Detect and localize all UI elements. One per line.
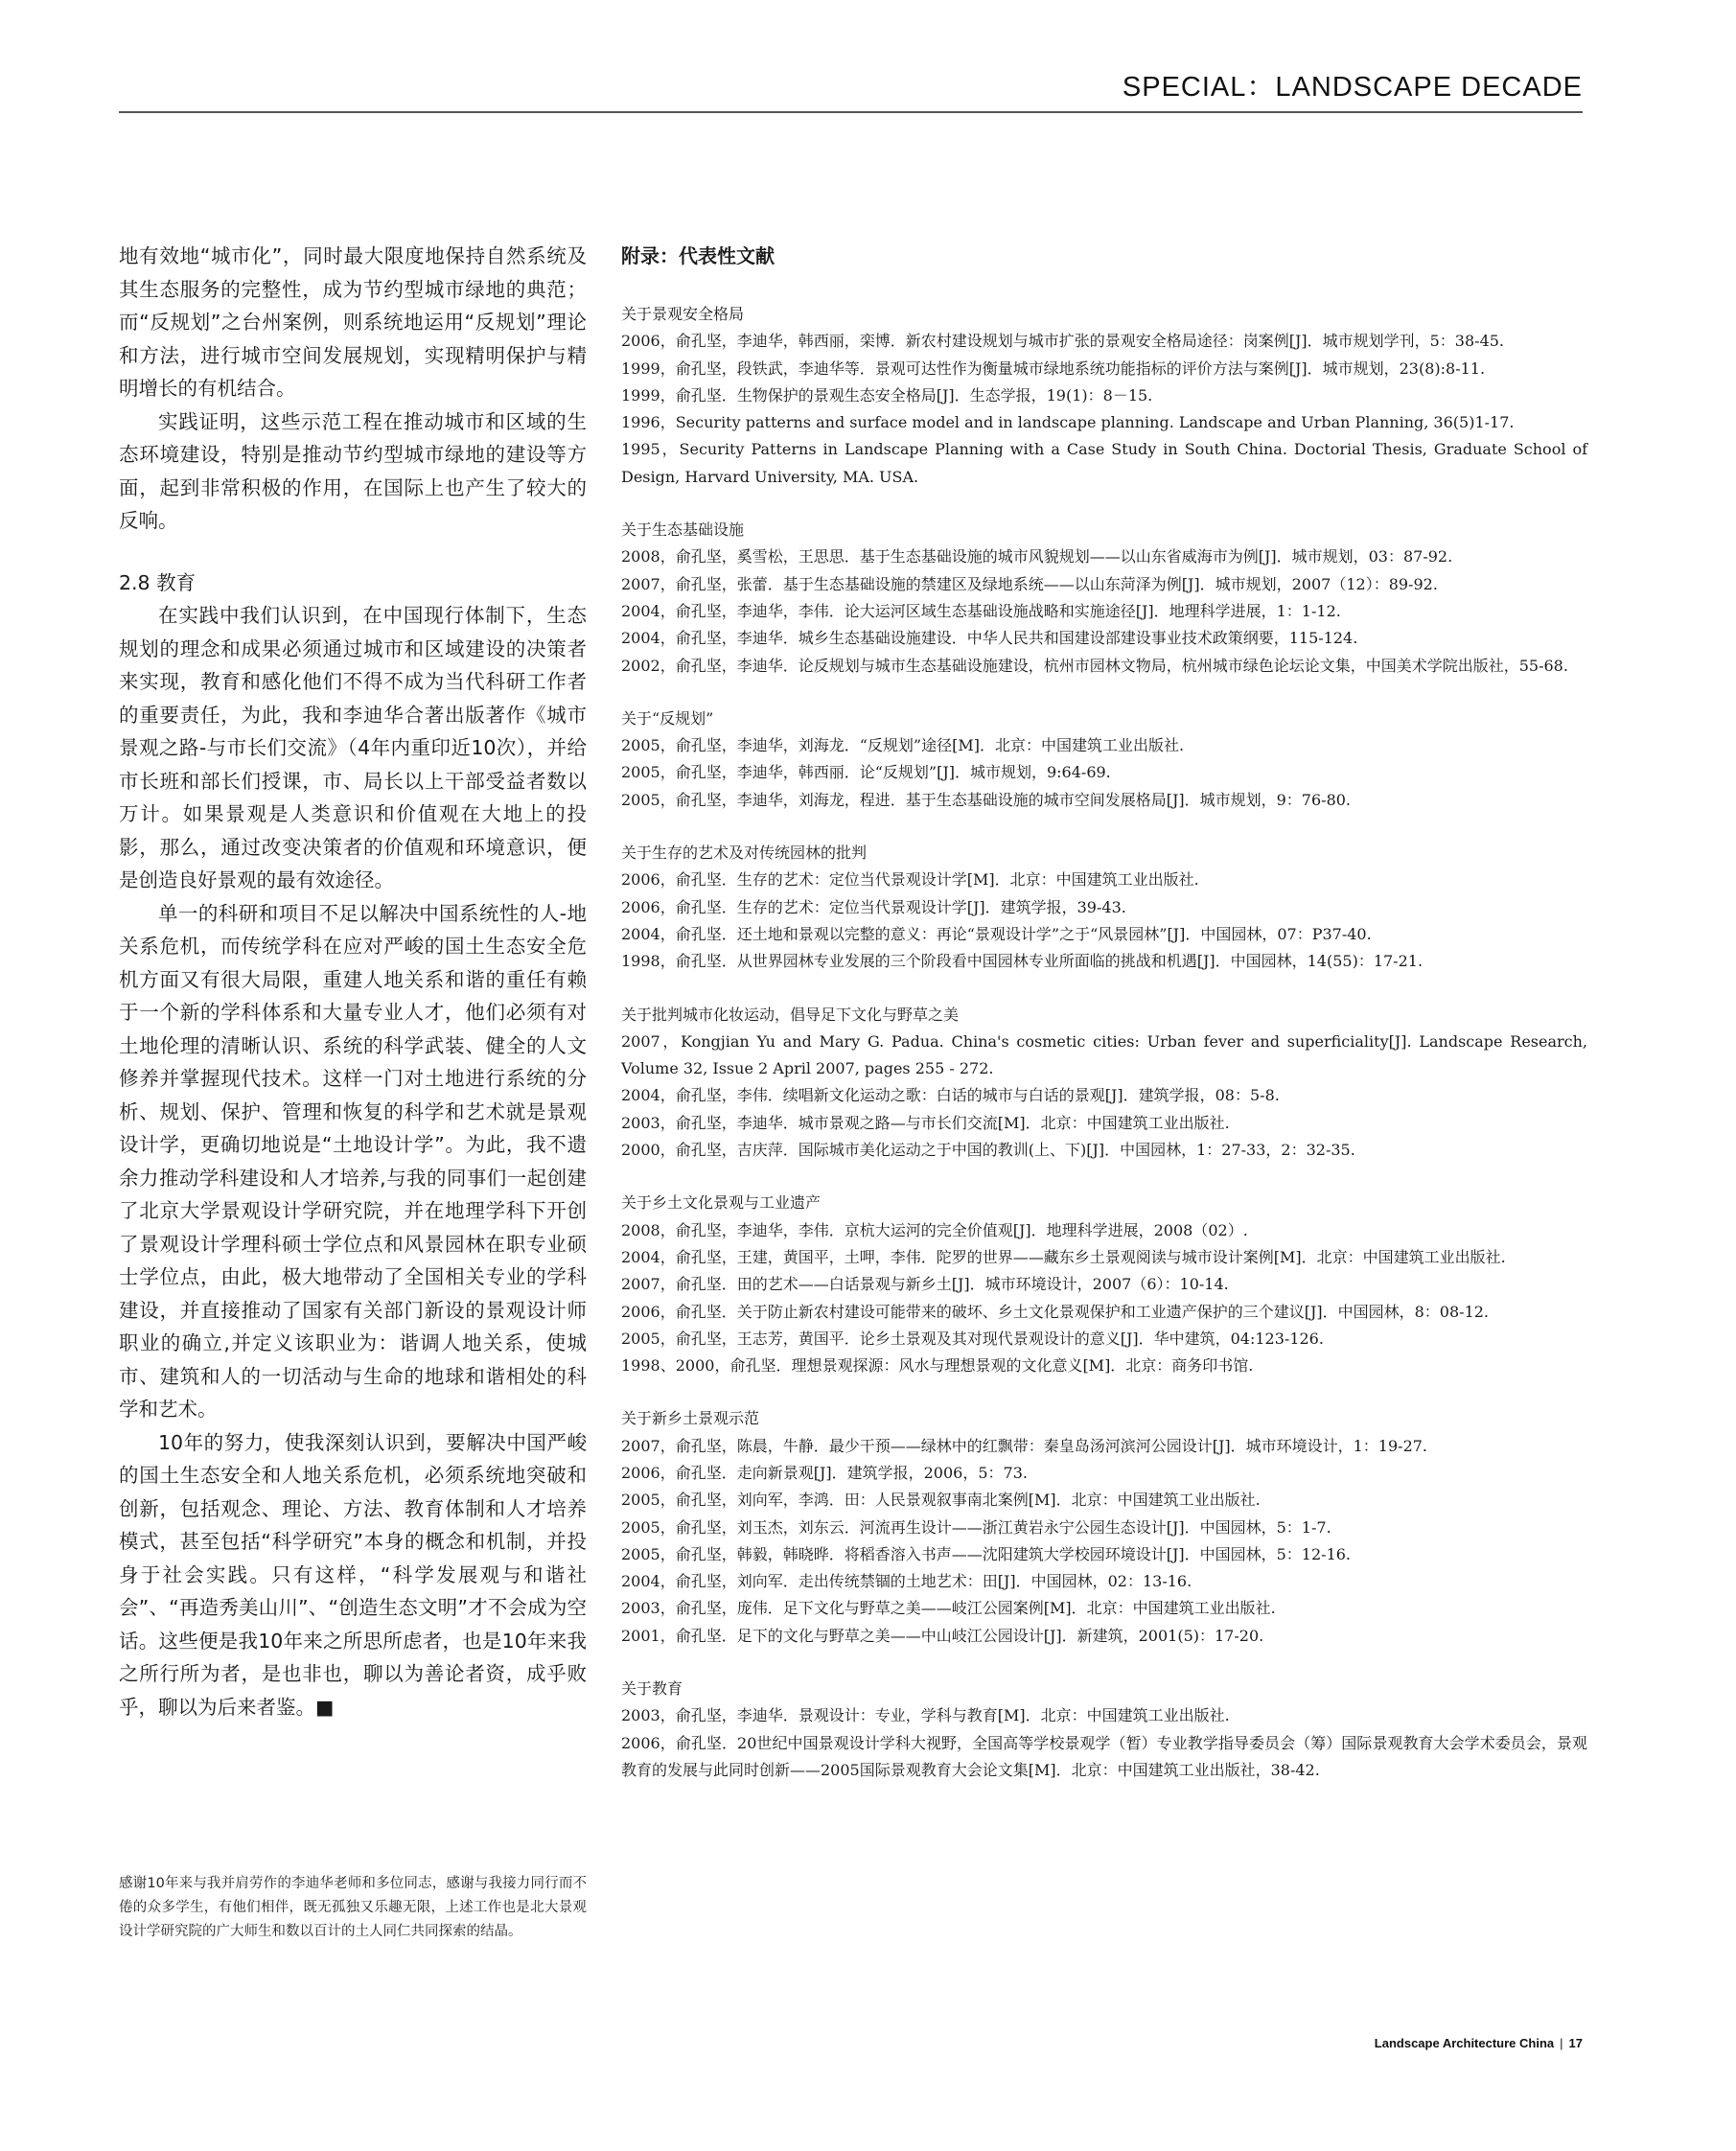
footer-separator: | [1560,2036,1563,2050]
reference-entry: 1998、2000，俞孔坚．理想景观探源：风水与理想景观的文化意义[M]．北京：商务印书馆. [621,1356,1254,1376]
reference-entry: 2008，俞孔坚，奚雪松，王思思．基于生态基础设施的城市风貌规划——以山东省威海市为例[J]．城市规划，03：87-92. [621,547,1453,567]
reference-group-title: 关于新乡土景观示范 [621,1409,760,1428]
reference-group-title: 关于“反规划” [621,708,714,728]
reference-entry: 2001，俞孔坚．足下的文化与野草之美——中山岐江公园设计[J]．新建筑，2001(5)：17-20. [621,1626,1264,1645]
reference-entry: 2006，俞孔坚，李迪华，韩西丽，栾博．新农村建设规划与城市扩张的景观安全格局途径：岗案例[J]．城市规划学刊，5：38-45. [621,332,1505,351]
reference-entry: 2005，俞孔坚，李迪华，刘海龙．“反规划”途径[M]．北京：中国建筑工业出版社. [621,736,1185,755]
page-footer [1375,2036,1583,2050]
journal-name: Landscape Architecture China [1374,2036,1555,2050]
body-paragraph: 单一的科研和项目不足以解决中国系统性的人-地关系危机，而传统学科在应对严峻的国土生态安全危机方面又有很大局限，重建人地关系和谐的重任有赖于一个新的学科体系和大量专业人才，他们必须有对土地伦理的清晰认识、系统的科学武装、健全的人文修养并掌握现代技术。这样一门对土地进行系统的分析、规划、保护、管理和恢复的科学和艺术就是景观设计学，更确切地说是“土地设计学”。为此，我不遗余力推动学科建设和人才培养,与我的同事们一起创建了北京大学景观设计学研究院，并在地理学科下开创了景观设计学理科硕士学位点和风景园林在职专业硕士学位点，由此，极大地带动了全国相关专业的学科建设，并直接推动了国家有关部门新设的景观设计师职业的确立,并定义该职业为：谐调人地关系，使城市、建筑和人的一切活动与生命的地球和谐相处的科学和艺术。 [119,901,587,1421]
reference-entry: 2006，俞孔坚．关于防止新农村建设可能带来的破坏、乡土文化景观保护和工业遗产保护的三个建议[J]．中国园林，8：08-12. [621,1302,1490,1321]
reference-entry: 2005，俞孔坚，李迪华，韩西丽．论“反规划”[J]．城市规划，9:64-69. [621,763,1111,782]
reference-group [621,301,1587,491]
acknowledgement-note: 感谢10年来与我并肩劳作的李迪华老师和多位同志，感谢与我接力同行而不倦的众多学生，有他们相伴，既无孤独又乐趣无限，上述工作也是北大景观设计学研究院的广大师生和数以百计的土人同仁共同探索的结晶。 [119,1876,587,1939]
reference-entry: 2007，俞孔坚，张蕾．基于生态基础设施的禁建区及绿地系统——以山东菏泽为例[J]．城市规划，2007（12）：89-92. [621,574,1438,593]
reference-entry: 2004，俞孔坚，李迪华．城乡生态基础设施建设．中华人民共和国建设部建设事业技术政策纲要，115-124. [621,629,1358,648]
reference-group-title: 关于景观安全格局 [621,305,745,323]
reference-entry: 2005，俞孔坚，韩毅，韩晓晔．将稻香溶入书声——沈阳建筑大学校园环境设计[J]．中国园林，5：12-16. [621,1544,1352,1563]
reference-entry: 2003，俞孔坚，李迪华．城市景观之路—与市长们交流[M]．北京：中国建筑工业出版社. [621,1113,1230,1132]
reference-entry: 2005，俞孔坚，王志芳，黄国平．论乡土景观及其对现代景观设计的意义[J]．华中建筑，04:123-126. [621,1329,1324,1348]
reference-group [621,1405,1587,1650]
body-text-column [119,240,587,1723]
reference-entry: 2006，俞孔坚．20世纪中国景观设计学科大视野，全国高等学校景观学（暂）专业教学指导委员会（筹）国际景观教育大会学术委员会，景观教育的发展与此同时创新——2005国际景观教育大会论文集[M]．北京：中国建筑工业出版社，38-42. [621,1733,1587,1779]
reference-entry: 2004，俞孔坚，王建，黄国平，土呷，李伟．陀罗的世界——藏东乡土景观阅读与城市设计案例[M]．北京：中国建筑工业出版社. [621,1247,1506,1266]
reference-entry: 2004，俞孔坚，李迪华，李伟．论大运河区域生态基础设施战略和实施途径[J]．地理科学进展，1：1-12. [621,601,1341,620]
reference-entry: 2004，俞孔坚，李伟．续唱新文化运动之歌：白话的城市与白话的景观[J]．建筑学报，08：5-8. [621,1086,1280,1105]
reference-entry: 2005，俞孔坚，刘玉杰，刘东云．河流再生设计——浙江黄岩永宁公园生态设计[J]．中国园林，5：1-7. [621,1517,1331,1537]
body-paragraph: 地有效地“城市化”，同时最大限度地保持自然系统及其生态服务的完整性，成为节约型城市绿地的典范；而“反规划”之台州案例，则系统地运用“反规划”理论和方法，进行城市空间发展规划，实现精明保护与精明增长的有机结合。 [119,244,587,400]
reference-entry: 2005，俞孔坚，刘向军，李鸿．田：人民景观叙事南北案例[M]．北京：中国建筑工业出版社. [621,1491,1261,1510]
reference-group [621,705,1587,814]
appendix-column [621,240,1587,1810]
reference-entry: 2002，俞孔坚，李迪华．论反规划与城市生态基础设施建设，杭州市园林文物局，杭州城市绿色论坛论文集，中国美术学院出版社，55-68. [621,656,1568,675]
section-heading: 2.8 教育 [119,570,197,594]
reference-entry: 2006，俞孔坚．走向新景观[J]．建筑学报，2006，5：73. [621,1463,1028,1482]
reference-entry: 2000，俞孔坚，吉庆萍．国际城市美化运动之于中国的教训(上、下)[J]．中国园林，1：27-33，2：32-35. [621,1141,1355,1160]
reference-entry: 2005，俞孔坚，李迪华，刘海龙，程进．基于生态基础设施的城市空间发展格局[J]．城市规划，9：76-80. [621,790,1352,809]
reference-group-title: 关于生存的艺术及对传统园林的批判 [621,844,868,863]
reference-entry: 1999，俞孔坚．生物保护的景观生态安全格局[J]．生态学报，19(1)：8－15. [621,385,1153,405]
reference-group [621,840,1587,975]
reference-entry: 2007，俞孔坚，陈晨，牛静．最少干预——绿林中的红飘带：秦皇岛汤河滨河公园设计[J]．城市环境设计，1：19-27. [621,1436,1428,1455]
reference-entry: 2008，俞孔坚，李迪华，李伟．京杭大运河的完全价值观[J]．地理科学进展，2008（02）. [621,1220,1248,1239]
reference-entry: 2006，俞孔坚．生存的艺术：定位当代景观设计学[M]．北京：中国建筑工业出版社. [621,870,1199,890]
reference-group-title: 关于批判城市化妆运动，倡导足下文化与野草之美 [621,1005,960,1024]
reference-group-title: 关于乡土文化景观与工业遗产 [621,1193,822,1213]
reference-group [621,1190,1587,1379]
reference-groups [621,301,1587,1784]
reference-entry: 1995，Security Patterns in Landscape Planning with a Case Study in South China. Doctorial Thesis, Graduate School of Design, Harvard University, MA. USA. [621,440,1587,486]
body-paragraph: 在实践中我们认识到，在中国现行体制下，生态规划的理念和成果必须通过城市和区域建设的决策者来实现，教育和感化他们不得不成为当代科研工作者的重要责任，为此，我和李迪华合著出版著作《城市景观之路-与市长们交流》（4年内重印近10次），并给市长班和部长们授课，市、局长以上干部受益者数以万计。如果景观是人类意识和价值观在大地上的投影，那么，通过改变决策者的价值观和环境意识，便是创造良好景观的最有效途径。 [119,604,587,891]
body-paragraph: 实践证明，这些示范工程在推动城市和区域的生态环境建设，特别是推动节约型城市绿地的建设等方面，起到非常积极的作用，在国际上也产生了较大的反响。 [119,409,587,532]
reference-entry: 2006，俞孔坚．生存的艺术：定位当代景观设计学[J]．建筑学报，39-43. [621,897,1126,916]
appendix-title: 附录：代表性文献 [621,244,775,267]
reference-entry: 2007，俞孔坚．田的艺术——白话景观与新乡土[J]．城市环境设计，2007（6）：10-14. [621,1275,1229,1294]
reference-entry: 2003，俞孔坚，李迪华．景观设计：专业，学科与教育[M]．北京：中国建筑工业出版社. [621,1706,1230,1725]
running-header-title: SPECIAL：LANDSCAPE DECADE [1122,72,1583,103]
reference-entry: 2004，俞孔坚，刘向军．走出传统禁锢的土地艺术：田[J]．中国园林，02：13-16. [621,1572,1192,1591]
reference-group-title: 关于生态基础设施 [621,520,745,540]
reference-entry: 2004，俞孔坚．还土地和景观以完整的意义：再论“景观设计学”之于“风景园林”[J]．中国园林，07：P37-40. [621,924,1372,943]
reference-group [621,1676,1587,1784]
body-paragraph: 10年的努力，使我深刻认识到，要解决中国严峻的国土生态安全和人地关系危机，必须系统地突破和创新，包括观念、理论、方法、教育体制和人才培养模式，甚至包括“科学研究”本身的概念和机制，并投身于社会实践。只有这样，“科学发展观与和谐社会”、“再造秀美山川”、“创造生态文明”才不会成为空话。这些便是我10年来之所思所虑者，也是10年来我之所行所为者，是也非也，聊以为善论者资，成乎败乎，聊以为后来者鉴。■ [119,1430,587,1719]
reference-group [621,1002,1587,1165]
reference-entry: 2003，俞孔坚，庞伟．足下文化与野草之美——岐江公园案例[M]．北京：中国建筑工业出版社. [621,1599,1276,1618]
reference-entry: 2007，Kongjian Yu and Mary G. Padua. China's cosmetic cities: Urban fever and superficiality[J]. Landscape Research, Volume 32, Issue 2 April 2007, pages 255 - 272. [621,1031,1587,1078]
reference-group-title: 关于教育 [621,1679,683,1699]
reference-entry: 1999，俞孔坚，段铁武，李迪华等．景观可达性作为衡量城市绿地系统功能指标的评价方法与案例[J]．城市规划，23(8):8-11. [621,358,1486,378]
reference-entry: 1996，Security patterns and surface model and in landscape planning. Landscape and Urban Planning, 36(5)1-17. [621,413,1515,432]
reference-entry: 1998，俞孔坚．从世界园林专业发展的三个阶段看中国园林专业所面临的挑战和机遇[J]．中国园林，14(55)：17-21. [621,952,1424,971]
header-rule [119,111,1583,113]
page-number: 17 [1568,2036,1583,2050]
reference-group [621,517,1587,680]
